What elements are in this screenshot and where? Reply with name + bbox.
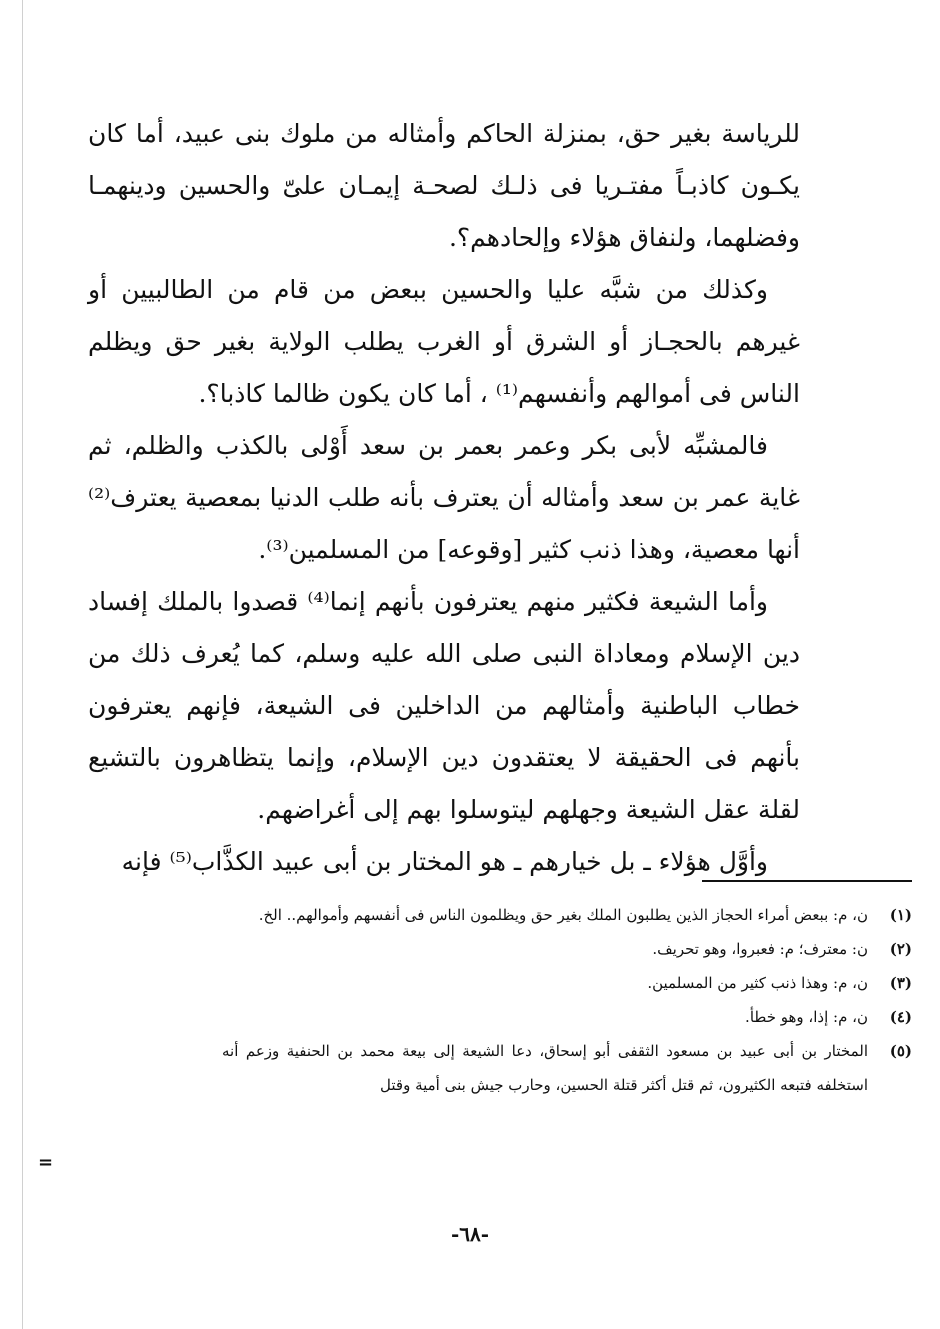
footnote-text: ن: معترف؛ م: فعبروا، وهو تحريف. — [652, 940, 868, 958]
footnote-number: (٥) — [889, 1042, 912, 1060]
scan-edge-line — [22, 0, 23, 1329]
footnote-3 — [222, 966, 912, 1000]
footnote-text: ن، م: ببعض أمراء الحجاز الذين يطلبون الملك بغير حق ويظلمون الناس فى أنفسهم وأموالهم.. الخ. — [258, 906, 868, 924]
paragraph-3: فالمشبِّه لأبى بكر وعمر بعمر بن سعد أَوْلى بالكذب والظلم، ثم غاية عمر بن سعد وأمثاله أن يعترف بأنه طلب الدنيا بمعصية يعترف⁽²⁾ أنها معصية، وهذا ذنب كثير [وقوعه] من المسلمين⁽³⁾. — [88, 431, 800, 564]
paragraph-4: وأما الشيعة فكثير منهم يعترفون بأنهم إنما⁽⁴⁾ قصدوا بالملك إفساد دين الإسلام ومعاداة النبى صلى الله عليه وسلم، كما يُعرف ذلك من خطاب الباطنية وأمثالهم من الداخلين فى الشيعة، فإنهم يعترفون بأنهم فى الحقيقة لا يعتقدون دين الإسلام، وإنما يتظاهرون بالتشيع لقلة عقل الشيعة وجهلهم ليتوسلوا بهم إلى أغراضهم. — [88, 587, 800, 824]
page-number: -٦٨- — [450, 1222, 490, 1246]
footnote-number: (٤) — [889, 1008, 912, 1026]
footnote-number: (٢) — [889, 940, 912, 958]
footnote-5 — [222, 1034, 912, 1102]
paragraph-1: للرياسة بغير حق، بمنزلة الحاكم وأمثاله من ملوك بنى عبيد، أما كان يكـون كاذبـاً مفتـريا فى ذلـك لصحـة إيمـان علىّ والحسين ودينهمـا وفضلهما، ولنفاق هؤلاء وإلحادهم؟. — [88, 119, 800, 252]
footnote-4 — [222, 1000, 912, 1034]
continuation-mark: = — [38, 1152, 54, 1173]
footnotes — [222, 898, 912, 1102]
main-text — [88, 108, 800, 888]
footnote-number: (١) — [889, 906, 912, 924]
footnote-text: ن، م: وهذا ذنب كثير من المسلمين. — [647, 974, 868, 992]
footnote-text: المختار بن أبى عبيد بن مسعود الثقفى أبو إسحاق، دعا الشيعة إلى بيعة محمد بن الحنفية وزعم أنه استخلفه فتبعه الكثيرون، ثم قتل أكثر قتلة الحسين، وحارب جيش بنى أمية وقتل — [222, 1042, 868, 1094]
footnote-1 — [222, 898, 912, 932]
footnote-separator — [702, 880, 912, 882]
footnote-text: ن، م: إذا، وهو خطأ. — [745, 1008, 868, 1026]
paragraph-5: وأوَّل هؤلاء ـ بل خيارهم ـ هو المختار بن أبى عبيد الكذَّاب⁽⁵⁾ فإنه — [121, 847, 768, 876]
footnote-2 — [222, 932, 912, 966]
paragraph-2: وكذلك من شبَّه عليا والحسين ببعض من قام من الطالبيين أو غيرهم بالحجـاز أو الشرق أو الغرب يطلب الولاية بغير حق ويظلم الناس فى أموالهم وأنفسهم⁽¹⁾ ، أما كان يكون ظالما كاذبا؟. — [88, 275, 800, 408]
footnote-number: (٣) — [889, 974, 912, 992]
